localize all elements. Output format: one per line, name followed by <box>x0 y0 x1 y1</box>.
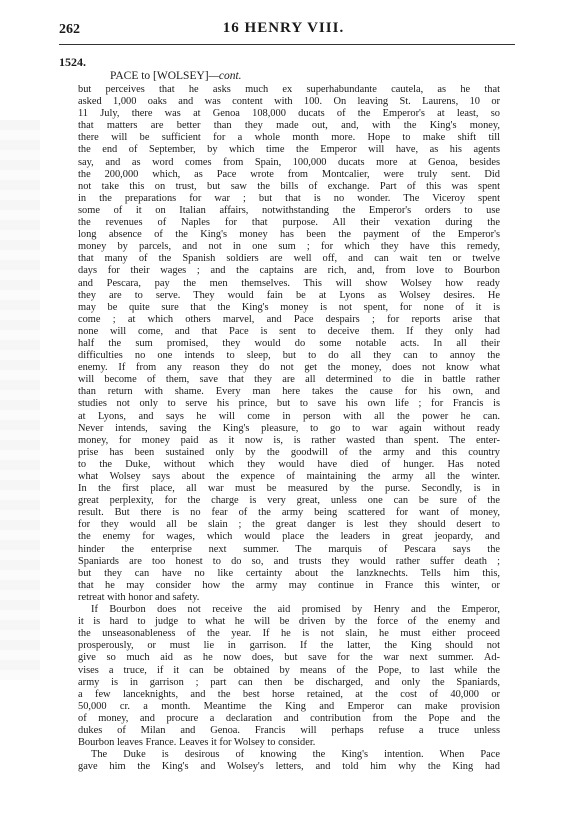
text-line: army is in garrison ; part can then be discharged, and only the Spaniards, <box>78 676 500 688</box>
entry-heading <box>110 70 242 82</box>
text-line: that he may consider how the army may continue in France this winter, or <box>78 579 500 591</box>
text-line: for they would all be slain ; the great danger is lest they should desert to <box>78 519 500 531</box>
text-line: If Bourbon does not receive the aid promised by Henry and the Emperor, <box>91 604 500 616</box>
text-line: say, and as word comes from Spain, 100,000 ducats more at Genoa, besides <box>78 156 500 168</box>
text-line: it is hard to judge to what he will be driven by the force of the enemy and <box>78 616 500 628</box>
entry-title: PACE to [WOLSEY] <box>110 70 209 82</box>
text-line: Bourbon leaves France. Leaves it for Wolsey to consider. <box>78 737 316 749</box>
text-line: that many of the Spanish soldiers are well off, and can wait ten or twelve <box>78 253 500 265</box>
text-line: The Duke is desirous of knowing the King's intention. When Pace <box>91 749 500 761</box>
text-line: they are to serve. They would fain be at Lyons as Wolsey desires. He <box>78 289 500 301</box>
text-line: come ; at which others marvel, and Pace despairs ; for reports arise that <box>78 313 500 325</box>
text-line: Spaniards are too honest to do so, and trusts they would rather suffer death ; <box>78 555 500 567</box>
text-line: to the Duke, without which they would have died of hunger. Has noted <box>78 458 500 470</box>
entry-continued: —cont. <box>208 70 242 82</box>
running-head: 16 HENRY VIII. <box>222 20 345 36</box>
text-line: of money, and procure a declaration and contribution from the Pope and the <box>78 712 500 724</box>
text-line: give so much aid as he now does, but save for the war next summer. Ad- <box>78 652 500 664</box>
text-line: great perplexity, for the charge is very great, unless one can be sure of the <box>78 495 500 507</box>
text-line: half the sum promised, they would do some notable acts. In all their <box>78 337 500 349</box>
text-line: the unseasonableness of the year. If he is not slain, he must either proceed <box>78 628 500 640</box>
text-line: Never intends, saving the King's pleasure, to go to war again without ready <box>78 422 500 434</box>
text-line: vises a truce, if it can be obtained by means of the Pope, to last while the <box>78 664 500 676</box>
text-line: than return with shame. Every man here takes the cause for his own, and <box>78 386 500 398</box>
text-line: but perceives that he asks much ex superhabundante cautela, as he that <box>78 84 500 95</box>
text-line: enemy. If from any reason they do not get the money, does not know what <box>78 362 500 374</box>
text-line: may be quite sure that the King's money is not spent, for none of it is <box>78 301 500 313</box>
text-line: money, for money paid as it now is, is rather wasted than spent. The enter- <box>78 434 500 446</box>
text-line: the enemy for wages, which would place the leaders in great jeopardy, and <box>78 531 500 543</box>
side-watermark <box>0 120 40 680</box>
text-line: that matters are better than they made out, and, with the King's money, <box>78 120 500 132</box>
text-line: studies not only to serve his prince, but to save his own life ; for Francis is <box>78 398 500 410</box>
text-line: long absence of the King's money has been the payment of the Emperor's <box>78 229 500 241</box>
text-line: In the first place, all war must be measured by the purse. Secondly, is in <box>78 483 500 495</box>
text-line: what Wolsey says about the expence of maintaining the army all the winter. <box>78 471 500 482</box>
text-line: some of it on Italian affairs, notwithstanding the Emperor's orders to use <box>78 204 500 216</box>
text-line: and Pescara, pay the men themselves. This will show Wolsey how ready <box>78 277 500 289</box>
text-line: at Lyons, and says he will come in person with all the power he can. <box>78 410 500 422</box>
text-line: money by parcels, and not in one sum ; for which they have this remedy, <box>78 241 500 253</box>
text-line: prise has been sustained only by the goodwill of the army and this country <box>78 446 500 458</box>
text-line: 50,000 cr. a month. Meantime the King and Emperor can make provision <box>78 700 500 712</box>
margin-year: 1524. <box>59 55 86 69</box>
text-line: not take this on trust, but saw the bills of exchange. Part of this was spent <box>78 180 500 192</box>
text-line: difficulties no one intends to sleep, but to do all they can to annoy the <box>78 350 500 362</box>
text-line: the revenues of Naples for that purpose. All their vexation during the <box>78 217 500 229</box>
page-number: 262 <box>59 22 80 37</box>
text-line: the end of September, by which time the Emperor will have, as his agents <box>78 144 500 156</box>
text-line: in the preparations for war ; but that is no wonder. The Viceroy spent <box>78 192 500 204</box>
text-line: will become of them, save that they are all determined to die in battle rather <box>78 374 500 386</box>
text-line: dukes of Milan and Genoa. Francis will perhaps refuse a truce unless <box>78 724 500 736</box>
text-line: result. But there is no fear of the army being scattered for want of money, <box>78 507 500 519</box>
text-line: there will be sufficient for a whole month more. Hope to make shift till <box>78 132 500 144</box>
text-line: days for their wages ; and the captains are rich, and, from love to Bourbon <box>78 265 500 277</box>
text-line: hinder the enterprise next summer. The marquis of Pescara says the <box>78 543 500 555</box>
text-line: prosperously, or must lie in garrison. If the latter, the King should not <box>78 640 500 652</box>
document-body <box>78 84 500 773</box>
text-line: none will come, and that Pace is sent to deceive them. If they only had <box>78 325 500 337</box>
text-line: asked 1,000 oaks and was content with 100. On leaving St. Laurens, 10 or <box>78 96 500 108</box>
header-rule <box>59 44 515 45</box>
text-line: the 200,000 which, as Pace wrote from Montcalier, were truly sent. Did <box>78 168 500 180</box>
text-line: gave him the King's and Wolsey's letters, and told him why the King had <box>78 761 500 773</box>
text-line: 11 July, there was at Genoa 108,000 ducats of the Emperor's at least, so <box>78 108 500 120</box>
text-line: a few lanceknights, and the best horse retained, at the cost of 40,000 or <box>78 688 500 700</box>
text-line: retreat with honor and safety. <box>78 591 200 603</box>
text-line: but they can have no like certainty about the lanzknechts. Tells him this, <box>78 567 500 579</box>
